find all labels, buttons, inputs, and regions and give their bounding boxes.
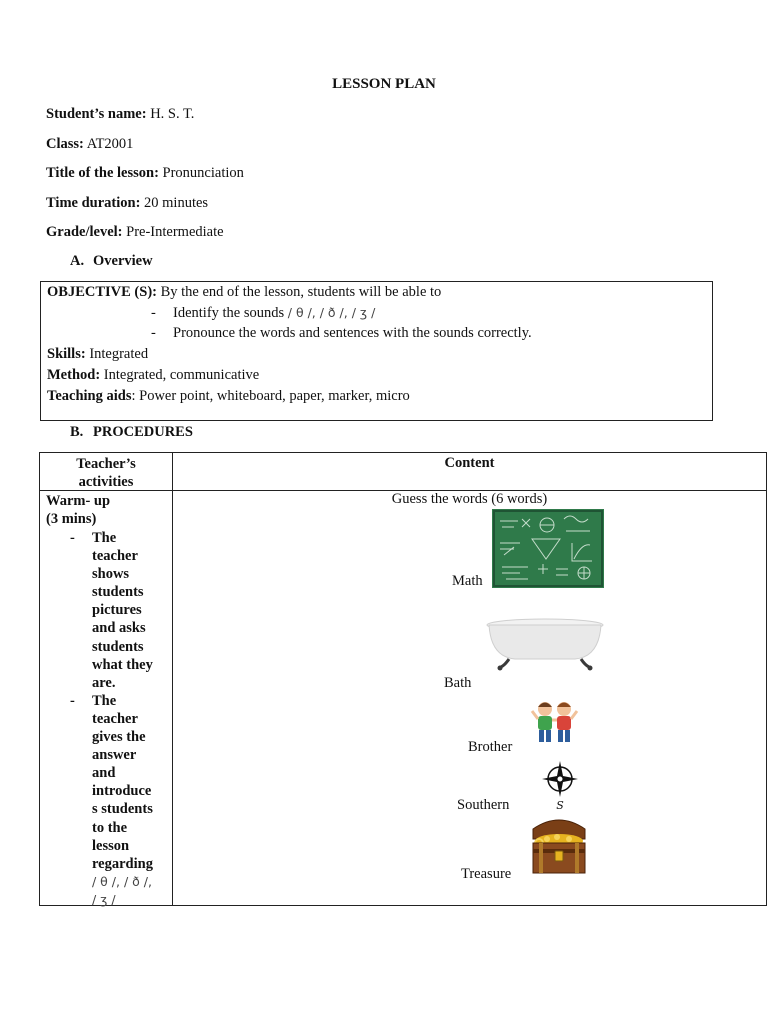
class-label: Class: [46,136,84,152]
bathtub-picture [485,613,605,671]
objective-intro: By the end of the lesson, students will be able to [160,284,442,300]
teacher-steps [40,529,172,909]
brothers-picture [530,697,580,745]
objective-line [47,284,441,301]
warmup-duration: (3 mins) [46,511,97,527]
student-label: Student’s name: [46,106,147,122]
step-line: teacher [92,548,138,565]
section-b-heading [70,424,193,441]
lesson-value: Pronunciation [162,165,244,181]
student-value: H. S. T. [150,106,195,122]
time-value: 20 minutes [144,195,209,211]
step-2 [40,692,172,909]
step-line: lesson [92,837,130,854]
step-line: are. [92,674,116,691]
step-line: students [92,638,144,655]
step-sounds-2: / ʒ / [92,891,116,907]
word-bath: Bath [444,675,472,691]
method-value: Integrated, communicative [103,367,260,383]
step-line: introduce [92,783,152,800]
header-line-2: activities [78,474,134,490]
step-line: answer [92,747,137,764]
step-line: students [92,584,144,601]
step-line: and [92,765,116,782]
word-southern: Southern [457,797,510,813]
grade-level-line [46,224,224,241]
step-line: teacher [92,710,138,727]
student-name-line [46,106,194,123]
column-divider [172,453,173,905]
guess-words-title: Guess the words (6 words) [391,491,548,507]
section-a-number: A. [70,253,85,269]
step-line: The [92,692,117,709]
bullet-text: Identify the sounds [173,305,285,321]
step-line: s students [92,801,153,818]
section-b-label: PROCEDURES [93,424,193,440]
method-label: Method: [47,367,101,383]
doc-title: LESSON PLAN [332,76,436,92]
step-line: gives the [92,729,146,746]
grade-value: Pre-Intermediate [126,224,224,240]
skills-line [47,346,148,363]
grade-label: Grade/level: [46,224,123,240]
bullet-dash: - [151,305,156,321]
objective-bullet-2 [151,325,532,342]
word-math: Math [452,573,483,589]
teacher-activities-header [40,455,172,491]
step-sounds-1: / θ /, / ð /, [92,873,152,889]
chalkboard-picture [492,509,604,588]
lesson-label: Title of the lesson: [46,165,159,181]
time-label: Time duration: [46,195,141,211]
compass-icon [540,759,580,811]
lesson-title-line [46,165,244,182]
class-value: AT2001 [86,136,134,152]
aids-label: Teaching aids [47,388,132,404]
objective-label: OBJECTIVE (S): [47,284,157,300]
warmup-title: Warm- up [46,493,111,509]
section-b-number: B. [70,424,84,440]
skills-label: Skills: [47,346,86,362]
header-line-1: Teacher’s [76,456,136,472]
step-line: pictures [92,602,142,619]
step-1 [40,529,172,692]
bullet-text: Pronounce the words and sentences with the sounds correctly. [173,325,532,341]
section-a-heading [70,253,153,270]
step-line: and asks [92,620,146,637]
aids-value: : Power point, whiteboard, paper, marker, micro [131,388,410,404]
objective-box [40,281,713,421]
word-treasure: Treasure [461,866,512,882]
sound-symbols: / θ /, / ð /, / ʒ / [287,305,376,320]
step-line: shows [92,566,130,583]
content-header: Content [444,455,495,471]
class-line [46,136,133,153]
step-dash: - [70,692,75,709]
time-duration-line [46,195,208,212]
step-line: to the [92,819,128,836]
procedures-table [39,452,767,906]
bullet-dash: - [151,325,156,341]
warmup-label [46,492,110,528]
svg-text:S: S [556,799,564,811]
section-a-label: Overview [93,253,153,269]
treasure-chest-picture [527,815,591,879]
skills-value: Integrated [89,346,149,362]
word-brother: Brother [468,739,513,755]
objective-bullet-1 [151,305,375,322]
step-line: The [92,530,117,546]
step-line: regarding [92,855,153,872]
method-line [47,367,259,384]
step-line: what they [92,656,153,673]
teaching-aids-line [47,388,410,405]
step-dash: - [70,530,75,546]
